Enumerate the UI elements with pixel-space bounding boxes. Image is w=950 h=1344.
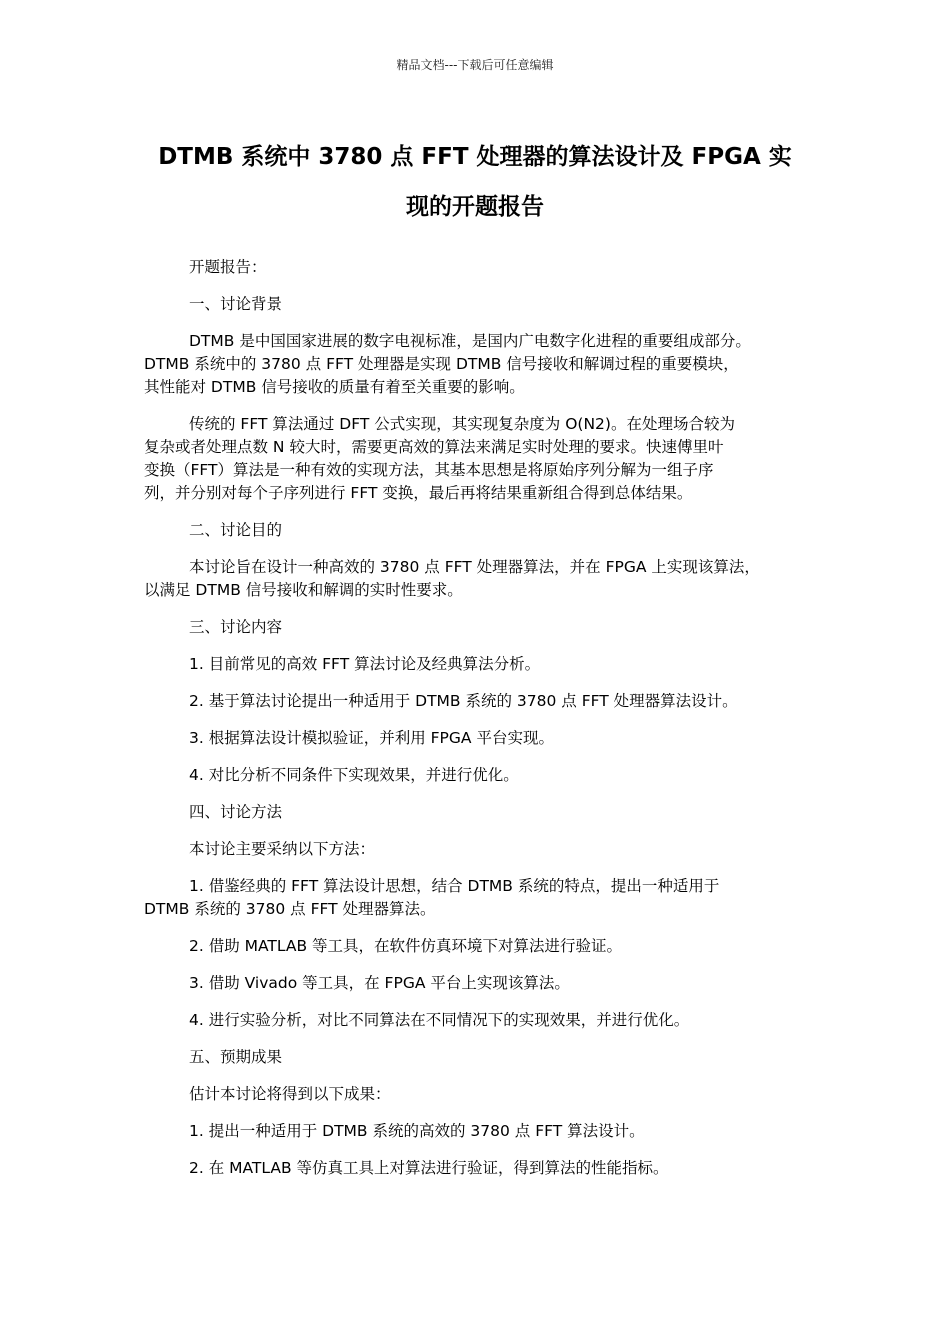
paragraph bbox=[144, 875, 820, 921]
paragraph bbox=[144, 413, 820, 505]
paragraph-line: 本讨论旨在设计一种高效的 3780 点 FFT 处理器算法，并在 FPGA 上实现该算法， bbox=[189, 558, 760, 576]
header-note: 精品文档---下载后可任意编辑 bbox=[396, 58, 554, 72]
paragraph: 一、讨论背景 bbox=[189, 295, 283, 313]
paragraph-line: DTMB 系统中的 3780 点 FFT 处理器是实现 DTMB 信号接收和解调过程的重要模块， bbox=[144, 355, 739, 373]
document-body bbox=[144, 256, 820, 1194]
paragraph: 开题报告： bbox=[189, 258, 267, 276]
paragraph-line: 以满足 DTMB 信号接收和解调的实时性要求。 bbox=[144, 581, 463, 599]
paragraph-line: 变换（FFT）算法是一种有效的实现方法，其基本思想是将原始序列分解为一组子序 bbox=[144, 461, 714, 479]
paragraph: 2. 基于算法讨论提出一种适用于 DTMB 系统的 3780 点 FFT 处理器算法设计。 bbox=[189, 692, 738, 710]
paragraph: 四、讨论方法 bbox=[189, 803, 283, 821]
paragraph-line: 1. 借鉴经典的 FFT 算法设计思想，结合 DTMB 系统的特点，提出一种适用于 bbox=[189, 877, 720, 895]
paragraph: 二、讨论目的 bbox=[189, 521, 283, 539]
paragraph: 1. 目前常见的高效 FFT 算法讨论及经典算法分析。 bbox=[189, 655, 541, 673]
paragraph: 3. 借助 Vivado 等工具，在 FPGA 平台上实现该算法。 bbox=[189, 974, 570, 992]
paragraph: 三、讨论内容 bbox=[189, 618, 283, 636]
paragraph: 4. 进行实验分析，对比不同算法在不同情况下的实现效果，并进行优化。 bbox=[189, 1011, 690, 1029]
paragraph: 1. 提出一种适用于 DTMB 系统的高效的 3780 点 FFT 算法设计。 bbox=[189, 1122, 645, 1140]
document-title-line-2: 现的开题报告 bbox=[406, 194, 544, 220]
paragraph: 4. 对比分析不同条件下实现效果，并进行优化。 bbox=[189, 766, 519, 784]
paragraph-line: DTMB 系统的 3780 点 FFT 处理器算法。 bbox=[144, 900, 436, 918]
document-title-line-1: DTMB 系统中 3780 点 FFT 处理器的算法设计及 FPGA 实 bbox=[158, 144, 792, 170]
paragraph: 本讨论主要采纳以下方法： bbox=[189, 840, 376, 858]
paragraph-line: 传统的 FFT 算法通过 DFT 公式实现，其实现复杂度为 O(N2)。在处理场合较为 bbox=[189, 415, 735, 433]
paragraph-line: 列，并分别对每个子序列进行 FFT 变换，最后再将结果重新组合得到总体结果。 bbox=[144, 484, 693, 502]
paragraph-line: 其性能对 DTMB 信号接收的质量有着至关重要的影响。 bbox=[144, 378, 525, 396]
paragraph: 2. 借助 MATLAB 等工具，在软件仿真环境下对算法进行验证。 bbox=[189, 937, 623, 955]
paragraph: 估计本讨论将得到以下成果： bbox=[189, 1085, 391, 1103]
paragraph bbox=[144, 556, 820, 602]
paragraph-line: DTMB 是中国国家进展的数字电视标准，是国内广电数字化进程的重要组成部分。 bbox=[189, 332, 751, 350]
paragraph bbox=[144, 330, 820, 399]
paragraph: 3. 根据算法设计模拟验证，并利用 FPGA 平台实现。 bbox=[189, 729, 554, 747]
paragraph: 五、预期成果 bbox=[189, 1048, 283, 1066]
paragraph-line: 复杂或者处理点数 N 较大时，需要更高效的算法来满足实时处理的要求。快速傅里叶 bbox=[144, 438, 724, 456]
paragraph: 2. 在 MATLAB 等仿真工具上对算法进行验证，得到算法的性能指标。 bbox=[189, 1159, 669, 1177]
